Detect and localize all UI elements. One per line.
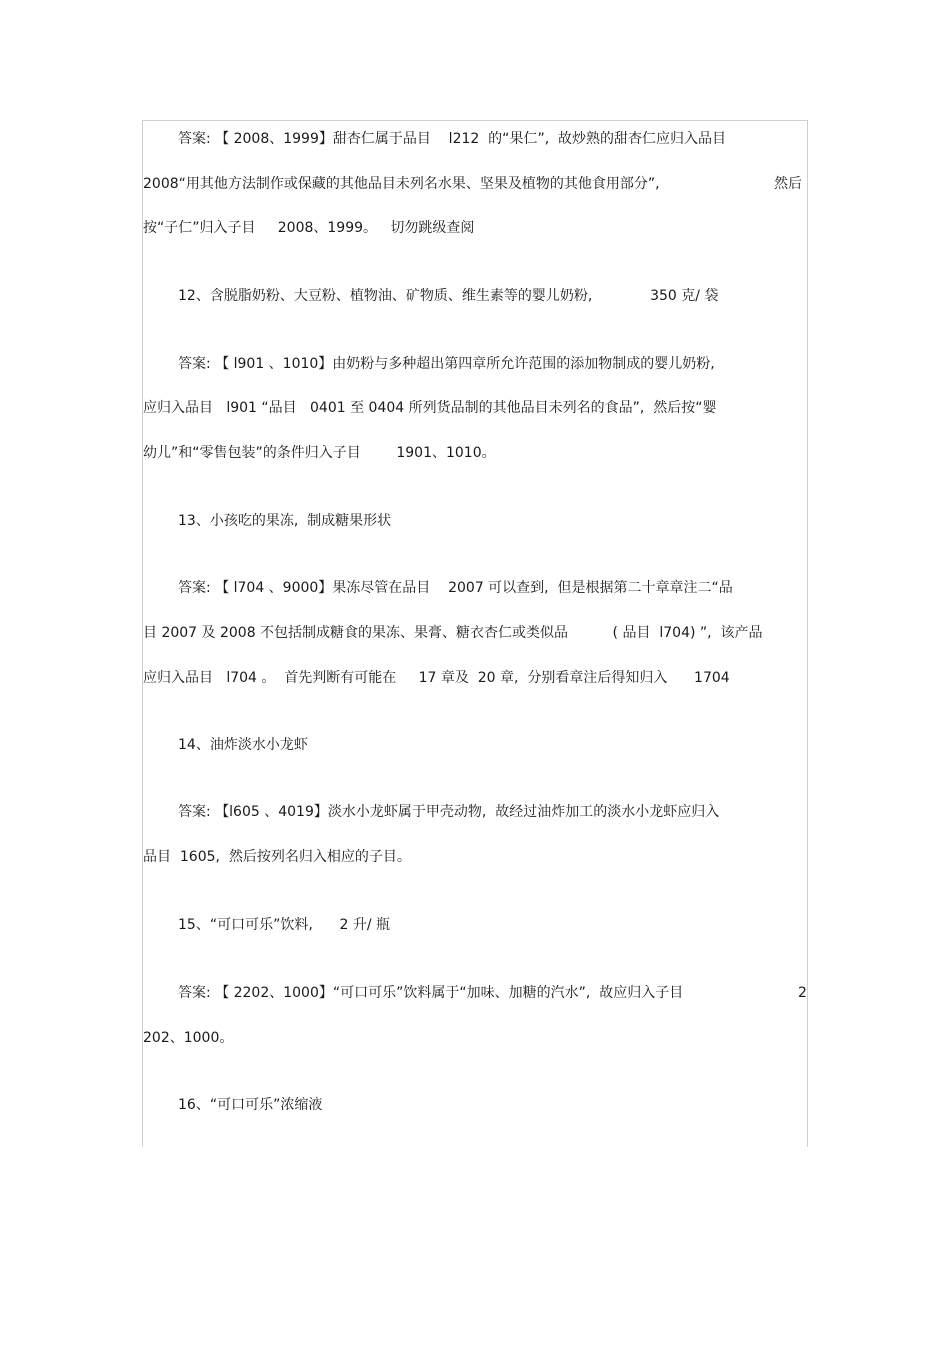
text-line: 答案: 【 2202、1000】“可口可乐”饮料属于“加味、加糖的汽水”, 故应归入子目 xyxy=(178,985,684,1001)
text-line: 应归入品目 l704 。 首先判断有可能在 17 章及 20 章, 分别看章注后得知归入 1704 xyxy=(143,670,730,686)
text-line: 答案: 【 2008、1999】甜杏仁属于品目 l212 的“果仁”, 故炒熟的甜杏仁应归入品目 xyxy=(178,131,727,147)
text-line: 答案: 【l605 、4019】淡水小龙虾属于甲壳动物, 故经过油炸加工的淡水小龙虾应归入 xyxy=(178,804,720,820)
text-line: 答案: 【 l901 、1010】由奶粉与多种超出第四章所允许范围的添加物制成的婴儿奶粉, xyxy=(178,356,715,372)
text-line: 202、1000。 xyxy=(143,1030,234,1046)
text-line: 品目 1605, 然后按列名归入相应的子目。 xyxy=(143,849,411,865)
text-line: 答案: 【 l704 、9000】果冻尽管在品目 2007 可以查到, 但是根据第二十章章注二“品 xyxy=(178,580,733,596)
question-item: 16、“可口可乐”浓缩液 xyxy=(178,1097,323,1113)
question-item: 13、小孩吃的果冻, 制成糖果形状 xyxy=(178,513,392,529)
text-line-tail: 2 xyxy=(798,985,807,1001)
text-line: 目 2007 及 2008 不包括制成糖食的果冻、果膏、糖衣杏仁或类似品 ( 品目 l704) ”, 该产品 xyxy=(143,625,763,641)
text-line-tail: 然后 xyxy=(774,176,802,192)
text-line: 2008“用其他方法制作或保藏的其他品目未列名水果、坚果及植物的其他食用部分”, xyxy=(143,176,660,192)
question-item: 12、含脱脂奶粉、大豆粉、植物油、矿物质、维生素等的婴儿奶粉, 350 克/ 袋 xyxy=(178,288,719,304)
text-line: 幼儿”和“零售包装”的条件归入子目 1901、1010。 xyxy=(143,445,496,461)
text-line: 按“子仁”归入子目 2008、1999。 切勿跳级查阅 xyxy=(143,220,475,236)
question-item: 15、“可口可乐”饮料, 2 升/ 瓶 xyxy=(178,917,390,933)
text-line: 应归入品目 l901 “品目 0401 至 0404 所列货品制的其他品目未列名的食品”, 然后按“婴 xyxy=(143,400,717,416)
question-item: 14、油炸淡水小龙虾 xyxy=(178,737,308,753)
